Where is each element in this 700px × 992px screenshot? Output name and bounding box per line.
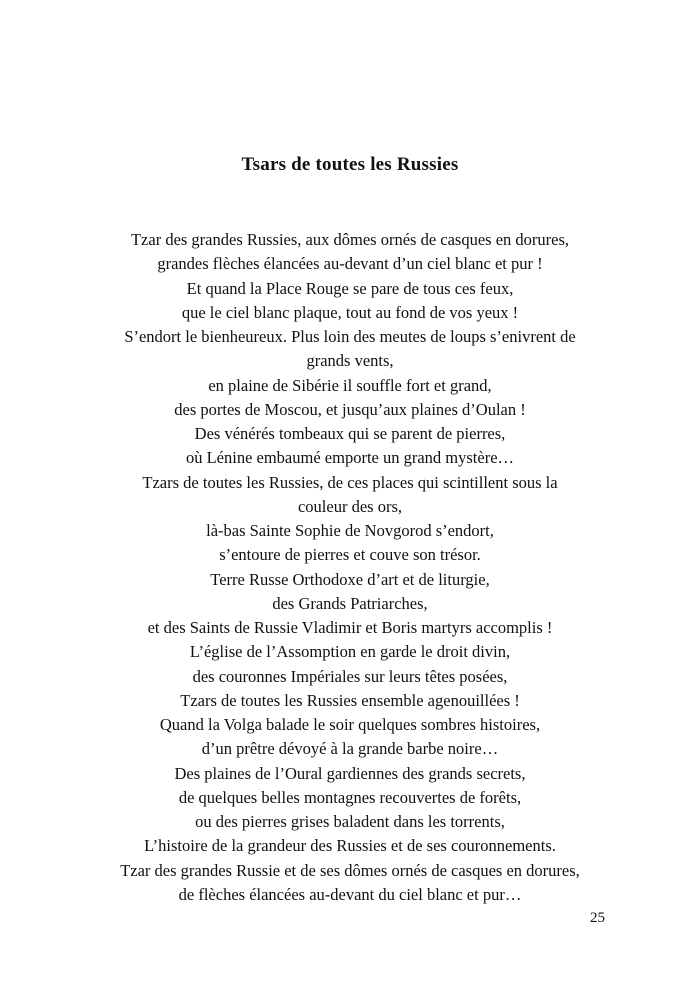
poem-line: d’un prêtre dévoyé à la grande barbe noire… [201,739,499,759]
poem-line: ou des pierres grises baladent dans les torrents, [195,812,505,831]
poem-line: grands vents, [306,351,394,371]
poem-line: L’église de l’Assomption en garde le droit divin, [189,642,511,662]
poem-line: de flèches élancées au-devant du ciel blanc et pur… [178,884,522,904]
poem-line: Des plaines de l’Oural gardiennes des grands secrets, [174,763,526,783]
poem-line: Et quand la Place Rouge se pare de tous ces feux, [186,278,514,298]
poem-line: que le ciel blanc plaque, tout au fond de vos yeux ! [181,302,519,322]
poem-line: là-bas Sainte Sophie de Novgorod s’endort, [206,521,494,540]
poem-line: Des vénérés tombeaux qui se parent de pierres, [194,424,506,443]
poem-line: s’entoure de pierres et couve son trésor. [219,545,481,565]
poem-line: de quelques belles montagnes recouvertes de forêts, [178,787,522,807]
poem-line: et des Saints de Russie Vladimir et Boris martyrs accomplis ! [147,618,553,637]
page-number: 25 [590,910,605,926]
poem-line: des Grands Patriarches, [272,593,428,613]
poem-line: couleur des ors, [297,496,402,516]
poem-line: Tzars de toutes les Russies, de ces places qui scintillent sous la [142,472,558,492]
poem-line: des portes de Moscou, et jusqu’aux plaines d’Oulan ! [174,399,526,419]
poem-title: Tsars de toutes les Russies [241,154,459,175]
poem-line: où Lénine embaumé emporte un grand mystère… [185,448,515,468]
poem-line: S’endort le bienheureux. Plus loin des meutes de loups s’enivrent de [124,327,576,346]
poem-line: Tzar des grandes Russies, aux dômes ornés de casques en dorures, [130,230,570,249]
poem-line: Terre Russe Orthodoxe d’art et de liturgie, [210,569,490,589]
poem-body [50,228,650,907]
poem-line: L’histoire de la grandeur des Russies et de ses couronnements. [144,836,556,856]
poem-line: grandes flèches élancées au-devant d’un ciel blanc et pur ! [157,254,543,274]
poem-line: Quand la Volga balade le soir quelques sombres histoires, [159,715,541,734]
poem-line: Tzar des grandes Russie et de ses dômes ornés de casques en dorures, [120,860,580,880]
poem-line: en plaine de Sibérie il souffle fort et grand, [208,375,492,395]
poem-line: des couronnes Impériales sur leurs têtes posées, [192,666,508,686]
poem-line: Tzars de toutes les Russies ensemble agenouillées ! [180,690,520,710]
